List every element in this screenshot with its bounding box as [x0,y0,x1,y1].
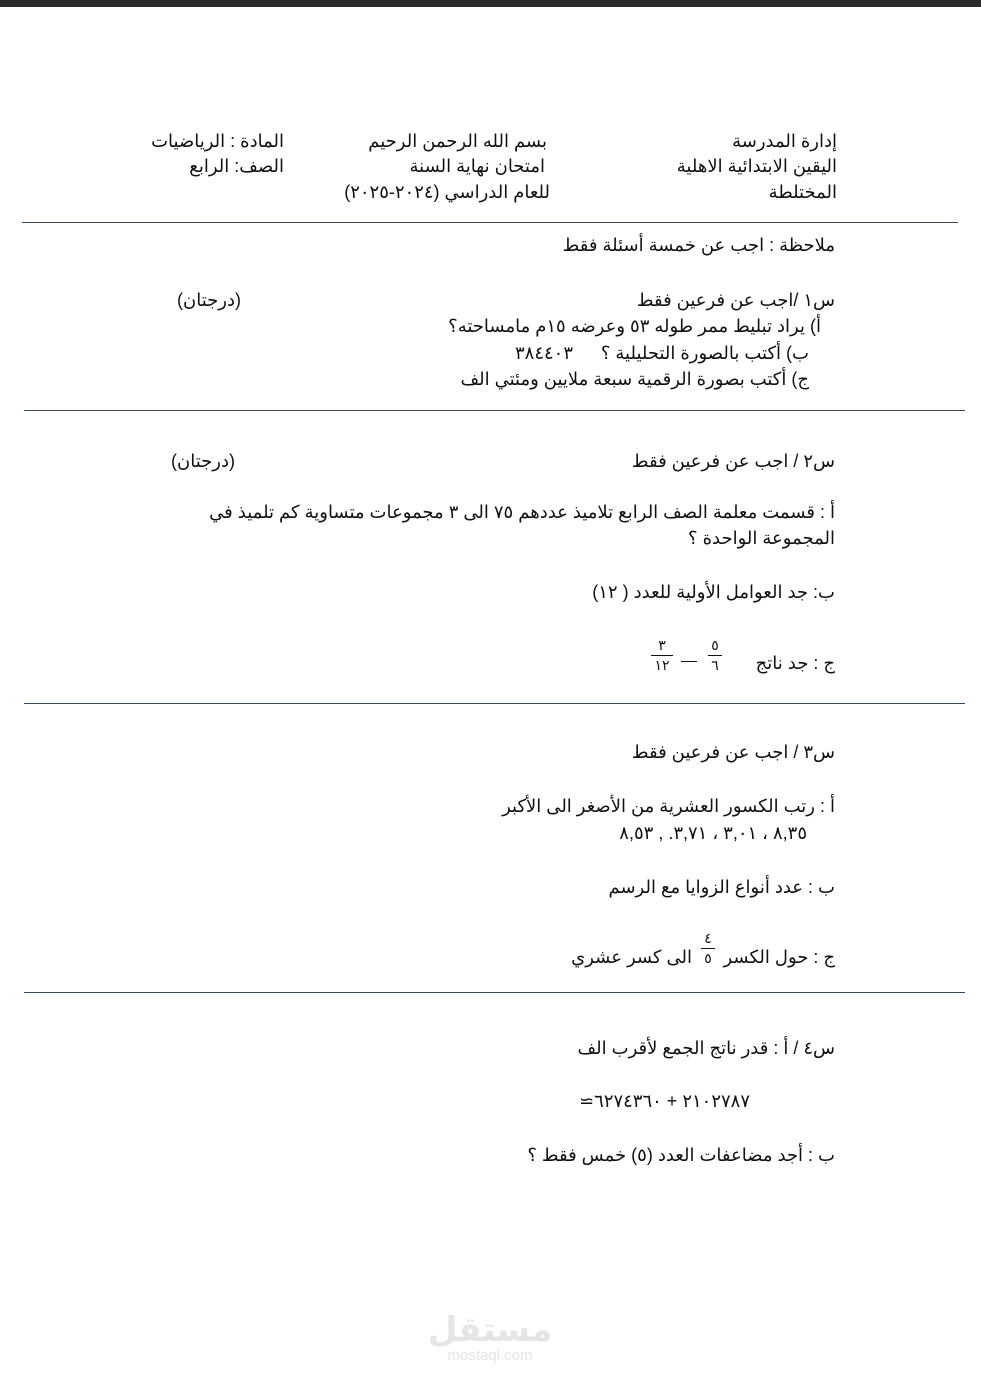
q3-part-c-suffix: الى كسر عشري [571,947,692,967]
subject-label: المادة : الرياضيات [151,131,284,151]
q2-title: س٢ / اجب عن فرعين فقط [631,451,835,471]
q3-fraction-numerator: ٤ [704,930,712,946]
q2-part-c: ج : جد ناتج [755,653,835,673]
grade-label: الصف: الرابع [189,156,284,176]
q2-fraction-second-numerator: ٣ [658,637,666,653]
q4-expression: ٢١٠٢٧٨٧ + ٦٢٧٤٣٦٠≃ [579,1091,750,1111]
q3-title: س٣ / اجب عن فرعين فقط [631,742,835,762]
q1-title: س١ /اجب عن فرعين فقط [636,290,835,310]
q2-fraction-first [708,638,722,672]
q2-fraction-first-denominator: ٦ [711,657,719,673]
q3-divider [24,992,965,993]
q3-fraction-denominator: ٥ [704,950,712,966]
q2-part-a-line1: أ : قسمت معلمة الصف الرابع تلاميذ عددهم ٧٥ الى ٣ مجموعات متساوية كم تلميذ في [209,502,835,522]
academic-year: للعام الدراسي (٢٠٢٤-٢٠٢٥) [344,182,550,202]
q2-fraction-first-numerator: ٥ [711,637,719,653]
q2-part-b: ب: جد العوامل الأولية للعدد ( ١٢) [592,582,835,602]
q2-marks: (درجتان) [171,451,235,471]
q2-fraction-second-denominator: ١٢ [654,657,670,673]
q4-part-b: ب : أجد مضاعفات العدد (٥) خمس فقط ؟ [527,1145,835,1165]
q1-part-c: ج) أكتب بصورة الرقمية سبعة ملايين ومئتي الف [460,369,809,389]
watermark-arabic: مستقل [427,1311,553,1349]
q2-fraction-second [651,638,673,672]
school-name: اليقين الابتدائية الاهلية [676,156,837,176]
header-divider [22,222,958,223]
q2-part-a-line2: المجموعة الواحدة ؟ [688,528,835,548]
top-edge-bar [0,0,981,7]
q1-marks: (درجتان) [177,290,241,310]
q1-part-a: أ) يراد تبليط ممر طوله ٥٣ وعرضه ١٥م مامساحته؟ [448,316,821,336]
exam-title: امتحان نهاية السنة [409,156,545,176]
q4-title: س٤ / أ : قدر ناتج الجمع لأقرب الف [577,1038,835,1058]
q3-fraction [701,931,715,965]
q1-part-b-number: ٣٨٤٤٠٣ [514,343,573,363]
q3-part-a-values: ٨,٣٥ ، ٣,٠١ ، ٣,٧١. , ٨,٥٣ [619,823,807,843]
q2-divider [24,703,965,704]
q1-divider [24,410,965,411]
q3-part-c-prefix: ج : حول الكسر [723,947,835,967]
q2-minus-sign [681,661,697,662]
watermark-latin: mostaql.com [447,1347,533,1364]
q3-part-b: ب : عدد أنواع الزوايا مع الرسم [608,877,835,897]
school-type: المختلطة [768,182,837,202]
q3-part-a: أ : رتب الكسور العشرية من الأصغر الى الأكبر [502,796,835,816]
school-admin-label: إدارة المدرسة [732,131,837,151]
q1-part-b: ب) أكتب بالصورة التحليلية ؟ [600,343,809,363]
mostaql-watermark-logo [415,1312,565,1364]
exam-note: ملاحظة : اجب عن خمسة أسئلة فقط [562,235,835,255]
basmala: بسم الله الرحمن الرحيم [368,131,547,151]
